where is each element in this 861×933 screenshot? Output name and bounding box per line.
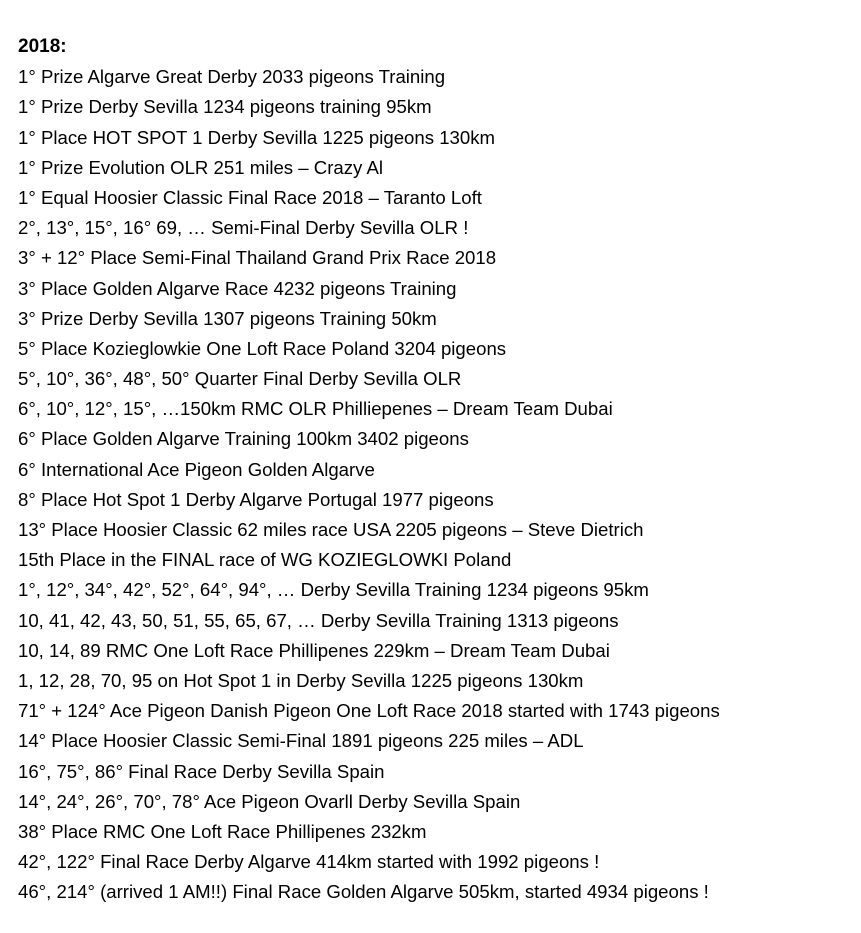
result-line: 8° Place Hot Spot 1 Derby Algarve Portugal 1977 pigeons xyxy=(18,488,494,510)
result-line: 14° Place Hoosier Classic Semi-Final 1891 pigeons 225 miles – ADL xyxy=(18,730,584,752)
result-line: 1° Prize Evolution OLR 251 miles – Crazy Al xyxy=(18,156,384,178)
result-line: 1° Prize Algarve Great Derby 2033 pigeons Training xyxy=(18,66,446,88)
year-heading: 2018: xyxy=(18,36,67,57)
result-line: 5° Place Kozieglowkie One Loft Race Poland 3204 pigeons xyxy=(18,337,507,359)
result-line: 3° Place Golden Algarve Race 4232 pigeons Training xyxy=(18,277,457,299)
result-line: 71° + 124° Ace Pigeon Danish Pigeon One Loft Race 2018 started with 1743 pigeons xyxy=(18,700,720,722)
result-line: 46°, 214° (arrived 1 AM!!) Final Race Golden Algarve 505km, started 4934 pigeons ! xyxy=(18,881,709,903)
result-line: 15th Place in the FINAL race of WG KOZIEGLOWKI Poland xyxy=(18,549,512,571)
result-line: 42°, 122° Final Race Derby Algarve 414km started with 1992 pigeons ! xyxy=(18,851,600,873)
result-line: 38° Place RMC One Loft Race Phillipenes 232km xyxy=(18,820,427,842)
result-line: 6°, 10°, 12°, 15°, …150km RMC OLR Philliepenes – Dream Team Dubai xyxy=(18,398,613,420)
result-line: 10, 41, 42, 43, 50, 51, 55, 65, 67, … Derby Sevilla Training 1313 pigeons xyxy=(18,609,619,631)
result-line: 16°, 75°, 86° Final Race Derby Sevilla Spain xyxy=(18,760,385,782)
result-line: 6° Place Golden Algarve Training 100km 3402 pigeons xyxy=(18,428,469,450)
result-line: 13° Place Hoosier Classic 62 miles race USA 2205 pigeons – Steve Dietrich xyxy=(18,519,644,540)
result-line: 1°, 12°, 34°, 42°, 52°, 64°, 94°, … Derby Sevilla Training 1234 pigeons 95km xyxy=(18,579,649,601)
result-line: 1° Place HOT SPOT 1 Derby Sevilla 1225 pigeons 130km xyxy=(18,126,496,148)
result-line: 6° International Ace Pigeon Golden Algarve xyxy=(18,458,375,480)
result-line: 1° Prize Derby Sevilla 1234 pigeons training 95km xyxy=(18,96,432,118)
result-line: 2°, 13°, 15°, 16° 69, … Semi-Final Derby Sevilla OLR ! xyxy=(18,217,469,239)
results-document xyxy=(18,32,848,907)
result-line: 3° Prize Derby Sevilla 1307 pigeons Training 50km xyxy=(18,307,437,329)
result-line: 3° + 12° Place Semi-Final Thailand Grand Prix Race 2018 xyxy=(18,247,497,269)
result-line: 1° Equal Hoosier Classic Final Race 2018 – Taranto Loft xyxy=(18,186,482,208)
result-line: 14°, 24°, 26°, 70°, 78° Ace Pigeon Ovarll Derby Sevilla Spain xyxy=(18,790,521,812)
result-line: 5°, 10°, 36°, 48°, 50° Quarter Final Derby Sevilla OLR xyxy=(18,368,462,390)
results-list xyxy=(18,62,848,907)
result-line: 1, 12, 28, 70, 95 on Hot Spot 1 in Derby Sevilla 1225 pigeons 130km xyxy=(18,669,584,691)
result-line: 10, 14, 89 RMC One Loft Race Phillipenes 229km – Dream Team Dubai xyxy=(18,639,610,661)
